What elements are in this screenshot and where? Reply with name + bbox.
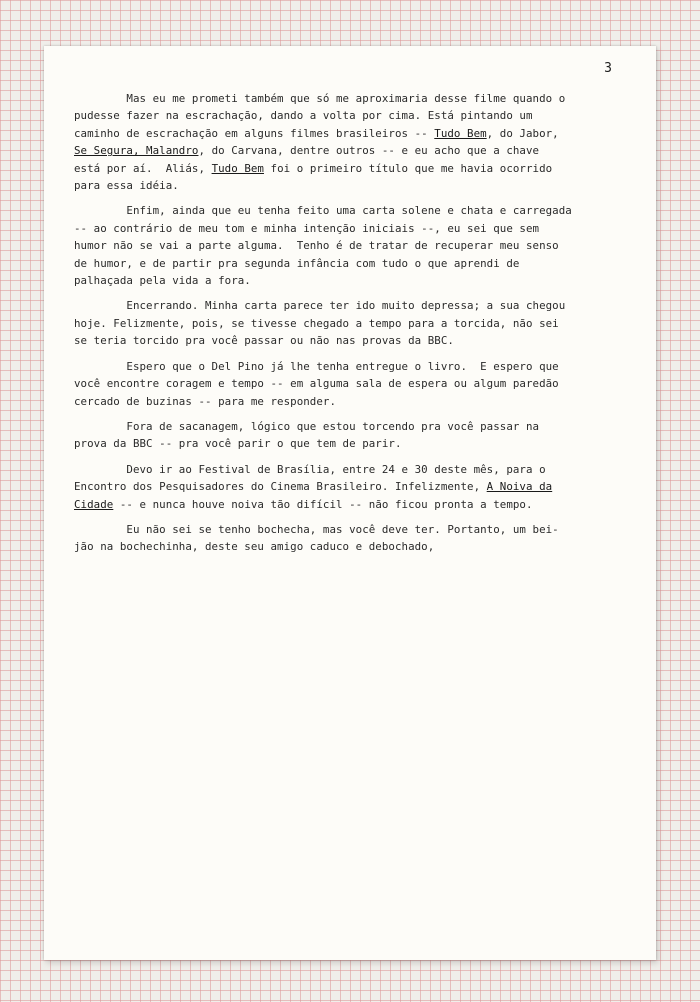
text-line xyxy=(74,332,626,349)
text-segment: caminho de escrachação em alguns filmes brasileiros -- xyxy=(74,126,435,140)
text-line xyxy=(74,160,626,177)
text-line xyxy=(74,315,626,332)
letter-paragraph xyxy=(74,202,626,289)
text-segment: Eu não sei se tenho bochecha, mas você deve ter. Portanto, um bei- xyxy=(74,522,559,536)
text-line xyxy=(74,272,626,289)
underlined-film-title: Tudo Bem xyxy=(211,161,264,175)
text-segment: , do Carvana, dentre outros -- e eu acho que a chave xyxy=(198,144,540,158)
text-line xyxy=(74,297,626,314)
text-line xyxy=(74,107,626,124)
letter-paragraph xyxy=(74,358,626,410)
letter-body xyxy=(74,90,626,564)
text-line xyxy=(74,142,626,159)
letter-paragraph xyxy=(74,521,626,556)
underlined-film-title: Cidade xyxy=(74,497,114,511)
letter-paragraph xyxy=(74,90,626,194)
typed-letter-page xyxy=(44,46,656,960)
text-segment: hoje. Felizmente, pois, se tivesse chegado a tempo para a torcida, não sei xyxy=(74,316,559,330)
text-segment: palhaçada pela vida a fora. xyxy=(74,274,251,288)
text-segment: foi o primeiro título que me havia ocorrido xyxy=(263,161,553,175)
text-line xyxy=(74,418,626,435)
text-segment: você encontre coragem e tempo -- em alguma sala de espera ou algum paredão xyxy=(74,377,559,391)
text-line xyxy=(74,435,626,452)
text-line xyxy=(74,521,626,538)
text-segment: jão na bochechinha, deste seu amigo caduco e debochado, xyxy=(74,540,435,554)
text-line xyxy=(74,358,626,375)
page-number: 3 xyxy=(604,61,612,76)
letter-paragraph xyxy=(74,297,626,349)
underlined-film-title: Se Segura, Malandro xyxy=(74,144,199,158)
text-segment: está por aí. Aliás, xyxy=(74,161,212,175)
text-line xyxy=(74,202,626,219)
text-line xyxy=(74,255,626,272)
text-segment: Mas eu me prometi também que só me aproximaria desse filme quando o xyxy=(74,92,566,105)
text-line xyxy=(74,125,626,142)
text-line xyxy=(74,538,626,555)
text-segment: Encontro dos Pesquisadores do Cinema Brasileiro. Infelizmente, xyxy=(74,480,487,494)
text-segment: de humor, e de partir pra segunda infância com tudo o que aprendi de xyxy=(74,256,520,270)
letter-paragraph xyxy=(74,461,626,513)
underlined-film-title: A Noiva da xyxy=(486,480,553,494)
text-line xyxy=(74,461,626,478)
text-line xyxy=(74,90,626,107)
text-segment: para essa idéia. xyxy=(74,179,179,193)
text-line xyxy=(74,478,626,495)
text-segment: Espero que o Del Pino já lhe tenha entregue o livro. E espero que xyxy=(74,359,559,373)
text-segment: -- ao contrário de meu tom e minha intenção iniciais --, eu sei que sem xyxy=(74,221,540,235)
text-segment: Enfim, ainda que eu tenha feito uma carta solene e chata e carregada xyxy=(74,204,572,218)
text-segment: -- e nunca houve noiva tão difícil -- não ficou pronta a tempo. xyxy=(113,497,533,511)
text-line xyxy=(74,393,626,410)
text-segment: prova da BBC -- pra você parir o que tem de parir. xyxy=(74,437,402,451)
text-segment: humor não se vai a parte alguma. Tenho é de tratar de recuperar meu senso xyxy=(74,239,559,253)
text-segment: cercado de buzinas -- para me responder. xyxy=(74,394,337,408)
text-line xyxy=(74,177,626,194)
text-segment: se teria torcido pra você passar ou não nas provas da BBC. xyxy=(74,334,454,348)
text-segment: , do Jabor, xyxy=(486,126,559,140)
text-line xyxy=(74,220,626,237)
text-segment: Encerrando. Minha carta parece ter ido muito depressa; a sua chegou xyxy=(74,299,566,313)
text-segment: Devo ir ao Festival de Brasília, entre 24 e 30 deste mês, para o xyxy=(74,462,546,476)
text-line xyxy=(74,237,626,254)
underlined-film-title: Tudo Bem xyxy=(434,126,487,140)
letter-paragraph xyxy=(74,418,626,453)
text-line xyxy=(74,375,626,392)
text-segment: pudesse fazer na escrachação, dando a volta por cima. Está pintando um xyxy=(74,109,533,123)
text-line xyxy=(74,496,626,513)
text-segment: Fora de sacanagem, lógico que estou torcendo pra você passar na xyxy=(74,419,540,433)
